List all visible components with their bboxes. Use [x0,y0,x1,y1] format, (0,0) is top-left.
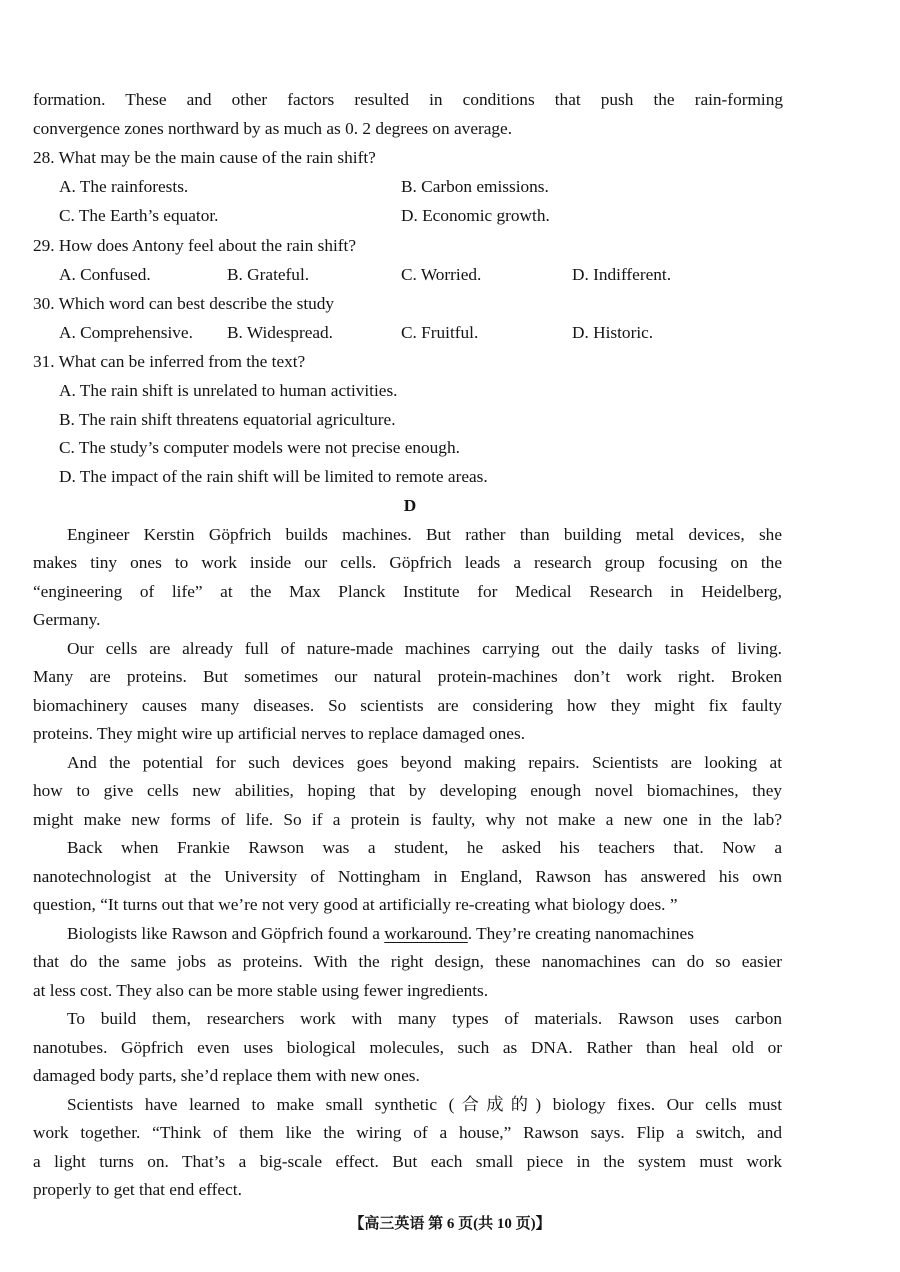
passage-line: nanotechnologist at the University of Nottingham in England, Rawson has answered his own [33,867,782,886]
passage-line: convergence zones northward by as much as 0. 2 degrees on average. [33,119,513,138]
answer-option: B. Carbon emissions. [401,177,549,196]
question-stem: 29. How does Antony feel about the rain shift? [33,236,356,255]
passage-line: properly to get that end effect. [33,1180,242,1199]
passage-line: work together. “Think of them like the wiring of a house,” Rawson says. Flip a switch, and [33,1123,782,1142]
passage-line: Scientists have learned to make small synthetic (合成的) biology fixes. Our cells must [67,1095,782,1114]
answer-option: C. Fruitful. [401,323,479,342]
passage-text: Biologists like Rawson and Göpfrich found a [67,924,380,943]
passage-line: To build them, researchers work with many types of materials. Rawson uses carbon [67,1009,782,1028]
passage-line: Germany. [33,610,101,629]
passage-line: Back when Frankie Rawson was a student, he asked his teachers that. Now a [67,838,782,857]
answer-option: A. The rain shift is unrelated to human activities. [59,381,398,400]
passage-line: Our cells are already full of nature-made machines carrying out the daily tasks of living. [67,639,782,658]
question-stem: 30. Which word can best describe the study [33,294,335,313]
answer-option: D. Historic. [572,323,654,342]
passage-line: Many are proteins. But sometimes our natural protein-machines don’t work right. Broken [33,667,782,686]
passage-line [67,923,782,945]
passage-line: formation. These and other factors resulted in conditions that push the rain-forming [33,90,783,109]
passage-line: makes tiny ones to work inside our cells. Göpfrich leads a research group focusing on the [33,553,782,572]
answer-option: D. The impact of the rain shift will be limited to remote areas. [59,467,488,486]
passage-line: “engineering of life” at the Max Planck Institute for Medical Research in Heidelberg, [33,582,782,601]
question-stem: 31. What can be inferred from the text? [33,352,306,371]
passage-line: And the potential for such devices goes beyond making repairs. Scientists are looking at [67,753,782,772]
passage-line: might make new forms of life. So if a protein is faulty, why not make a new one in the lab? [33,810,782,829]
passage-line: damaged body parts, she’d replace them with new ones. [33,1066,420,1085]
answer-option: C. The Earth’s equator. [59,206,219,225]
passage-line: at less cost. They also can be more stable using fewer ingredients. [33,981,489,1000]
passage-line: a light turns on. That’s a big-scale effect. But each small piece in the system must work [33,1152,782,1171]
answer-option: C. The study’s computer models were not precise enough. [59,438,460,457]
passage-line: nanotubes. Göpfrich even uses biological molecules, such as DNA. Rather than heal old or [33,1038,782,1057]
answer-option: C. Worried. [401,265,482,284]
passage-line: that do the same jobs as proteins. With the right design, these nanomachines can do so easier [33,952,782,971]
passage-line: Engineer Kerstin Göpfrich builds machines. But rather than building metal devices, she [67,525,782,544]
answer-option: A. Comprehensive. [59,323,193,342]
answer-option: B. The rain shift threatens equatorial agriculture. [59,410,396,429]
answer-option: B. Widespread. [227,323,334,342]
answer-option: B. Grateful. [227,265,310,284]
answer-option: A. The rainforests. [59,177,189,196]
passage-line: proteins. They might wire up artificial nerves to replace damaged ones. [33,724,526,743]
passage-line: how to give cells new abilities, hoping that by developing enough novel biomachines, they [33,781,782,800]
passage-line: biomachinery causes many diseases. So scientists are considering how they might fix faulty [33,696,782,715]
answer-option: A. Confused. [59,265,151,284]
answer-option: D. Economic growth. [401,206,550,225]
passage-text: . They’re creating nanomachines [467,924,694,943]
answer-option: D. Indifferent. [572,265,672,284]
page-footer: 【高三英语 第 6 页(共 10 页)】 [349,1216,551,1232]
section-heading: D [403,496,417,515]
passage-line: question, “It turns out that we’re not very good at artificially re-creating what biology does. ” [33,895,678,914]
question-stem: 28. What may be the main cause of the rain shift? [33,148,376,167]
underlined-term: workaround [384,924,468,943]
